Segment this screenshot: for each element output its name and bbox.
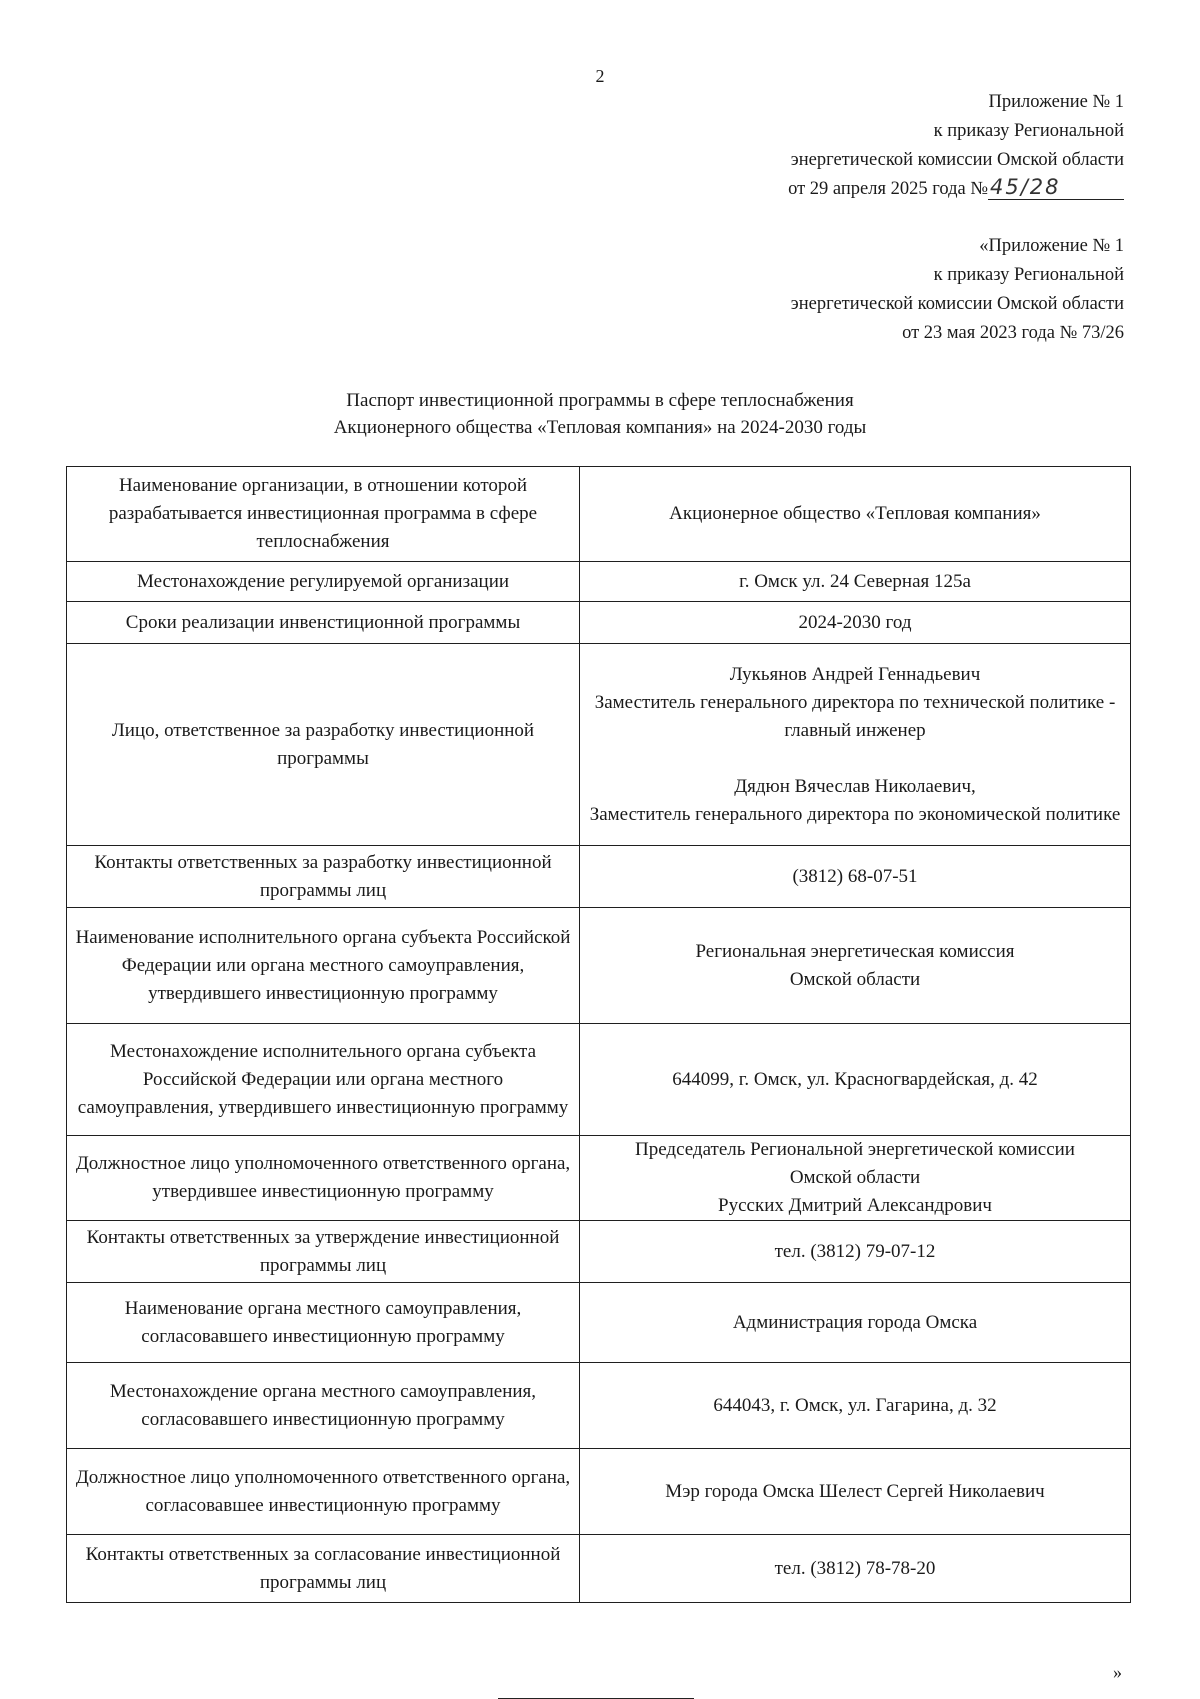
passport-table-body	[67, 467, 1131, 1603]
value-line: Региональная энергетическая комиссия	[695, 940, 1015, 962]
appendix-new-line: к приказу Региональной	[933, 121, 1124, 141]
row-label: Контакты ответственных за согласование инвестиционной программы лиц	[67, 1535, 580, 1603]
value-line: Председатель Региональной энергетической комиссии	[635, 1139, 1075, 1160]
row-label: Лицо, ответственное за разработку инвестиционной программы	[67, 644, 580, 846]
value-gap	[586, 745, 1124, 773]
row-label: Контакты ответственных за разработку инвестиционной программы лиц	[67, 846, 580, 908]
value-line: Лукьянов Андрей Геннадьевич	[729, 663, 981, 685]
value-line: Администрация города Омска	[732, 1311, 978, 1333]
title-line: Акционерного общества «Тепловая компания» на 2024-2030 годы	[333, 417, 867, 438]
row-label: Наименование исполнительного органа субъекта Российской Федерации или органа местного самоуправления, утвердившего инвестиционную программу	[67, 908, 580, 1024]
table-row	[67, 562, 1131, 602]
row-label: Наименование организации, в отношении которой разрабатывается инвестиционная программа в сфере теплоснабжения	[67, 467, 580, 562]
row-value	[580, 562, 1131, 602]
handwritten-order-number: 45/28	[988, 175, 1124, 200]
value-line: Мэр города Омска Шелест Сергей Николаевич	[665, 1480, 1045, 1502]
row-label: Наименование органа местного самоуправления, согласовавшего инвестиционную программу	[67, 1283, 580, 1363]
appendix-new-line: энергетической комиссии Омской области	[790, 150, 1124, 170]
value-line: Заместитель генерального директора по экономической политике	[589, 803, 1121, 825]
appendix-old-line: к приказу Региональной	[933, 265, 1124, 285]
row-label: Контакты ответственных за утверждение инвестиционной программы лиц	[67, 1221, 580, 1283]
order-date: от 29 апреля 2025 года №	[788, 179, 988, 199]
row-label: Местонахождение органа местного самоуправления, согласовавшего инвестиционную программу	[67, 1363, 580, 1449]
value-line: 644043, г. Омск, ул. Гагарина, д. 32	[713, 1394, 997, 1416]
row-value	[580, 467, 1131, 562]
row-value	[580, 644, 1131, 846]
value-line: Акционерное общество «Тепловая компания»	[669, 503, 1041, 524]
table-row	[67, 1024, 1131, 1136]
appendix-old-line: от 23 мая 2023 года № 73/26	[902, 323, 1124, 343]
value-line: Омской области	[789, 968, 921, 990]
table-row	[67, 1136, 1131, 1221]
row-value	[580, 1283, 1131, 1363]
row-value	[580, 1221, 1131, 1283]
table-row	[67, 1363, 1131, 1449]
order-date-line	[788, 175, 1124, 204]
row-value	[580, 1449, 1131, 1535]
row-label: Местонахождение исполнительного органа субъекта Российской Федерации или органа местного самоуправления, утвердившего инвестиционную программу	[67, 1024, 580, 1136]
table-row	[67, 1535, 1131, 1603]
value-line: Омской области	[789, 1167, 921, 1188]
value-line: 2024-2030 год	[798, 611, 912, 633]
row-label: Сроки реализации инвенстиционной программы	[67, 602, 580, 644]
row-value	[580, 1024, 1131, 1136]
value-line: (3812) 68-07-51	[792, 865, 918, 887]
passport-table	[66, 466, 1131, 1603]
page-number: 2	[595, 66, 605, 86]
title-line: Паспорт инвестиционной программы в сфере теплоснабжения	[346, 390, 854, 411]
value-line: Дядюн Вячеслав Николаевич,	[734, 775, 976, 797]
value-line: тел. (3812) 79-07-12	[774, 1240, 936, 1262]
closing-quote: »	[1113, 1662, 1122, 1682]
value-line: тел. (3812) 78-78-20	[774, 1557, 936, 1579]
table-row	[67, 908, 1131, 1024]
row-value	[580, 1136, 1131, 1221]
row-value	[580, 908, 1131, 1024]
appendix-new-line: Приложение № 1	[988, 92, 1124, 112]
value-line: Русских Дмитрий Александрович	[718, 1195, 992, 1216]
appendix-new	[788, 88, 1124, 204]
row-value	[580, 602, 1131, 644]
table-row	[67, 602, 1131, 644]
row-value	[580, 846, 1131, 908]
appendix-old	[791, 232, 1124, 348]
appendix-old-line: «Приложение № 1	[979, 236, 1124, 256]
table-row	[67, 1283, 1131, 1363]
document-title	[0, 387, 1200, 441]
value-line: Заместитель генерального директора по технической политике - главный инженер	[594, 691, 1116, 741]
row-value	[580, 1363, 1131, 1449]
row-label: Должностное лицо уполномоченного ответственного органа, согласовавшее инвестиционную программу	[67, 1449, 580, 1535]
row-label: Должностное лицо уполномоченного ответственного органа, утвердившее инвестиционную программу	[67, 1136, 580, 1221]
table-row	[67, 644, 1131, 846]
appendix-old-line: энергетической комиссии Омской области	[790, 294, 1124, 314]
table-row	[67, 1221, 1131, 1283]
row-label: Местонахождение регулируемой организации	[67, 562, 580, 602]
value-line: г. Омск ул. 24 Северная 125а	[739, 570, 971, 592]
table-row	[67, 846, 1131, 908]
value-line: 644099, г. Омск, ул. Красногвардейская, д. 42	[672, 1068, 1038, 1090]
table-row	[67, 1449, 1131, 1535]
table-row	[67, 467, 1131, 562]
row-value	[580, 1535, 1131, 1603]
